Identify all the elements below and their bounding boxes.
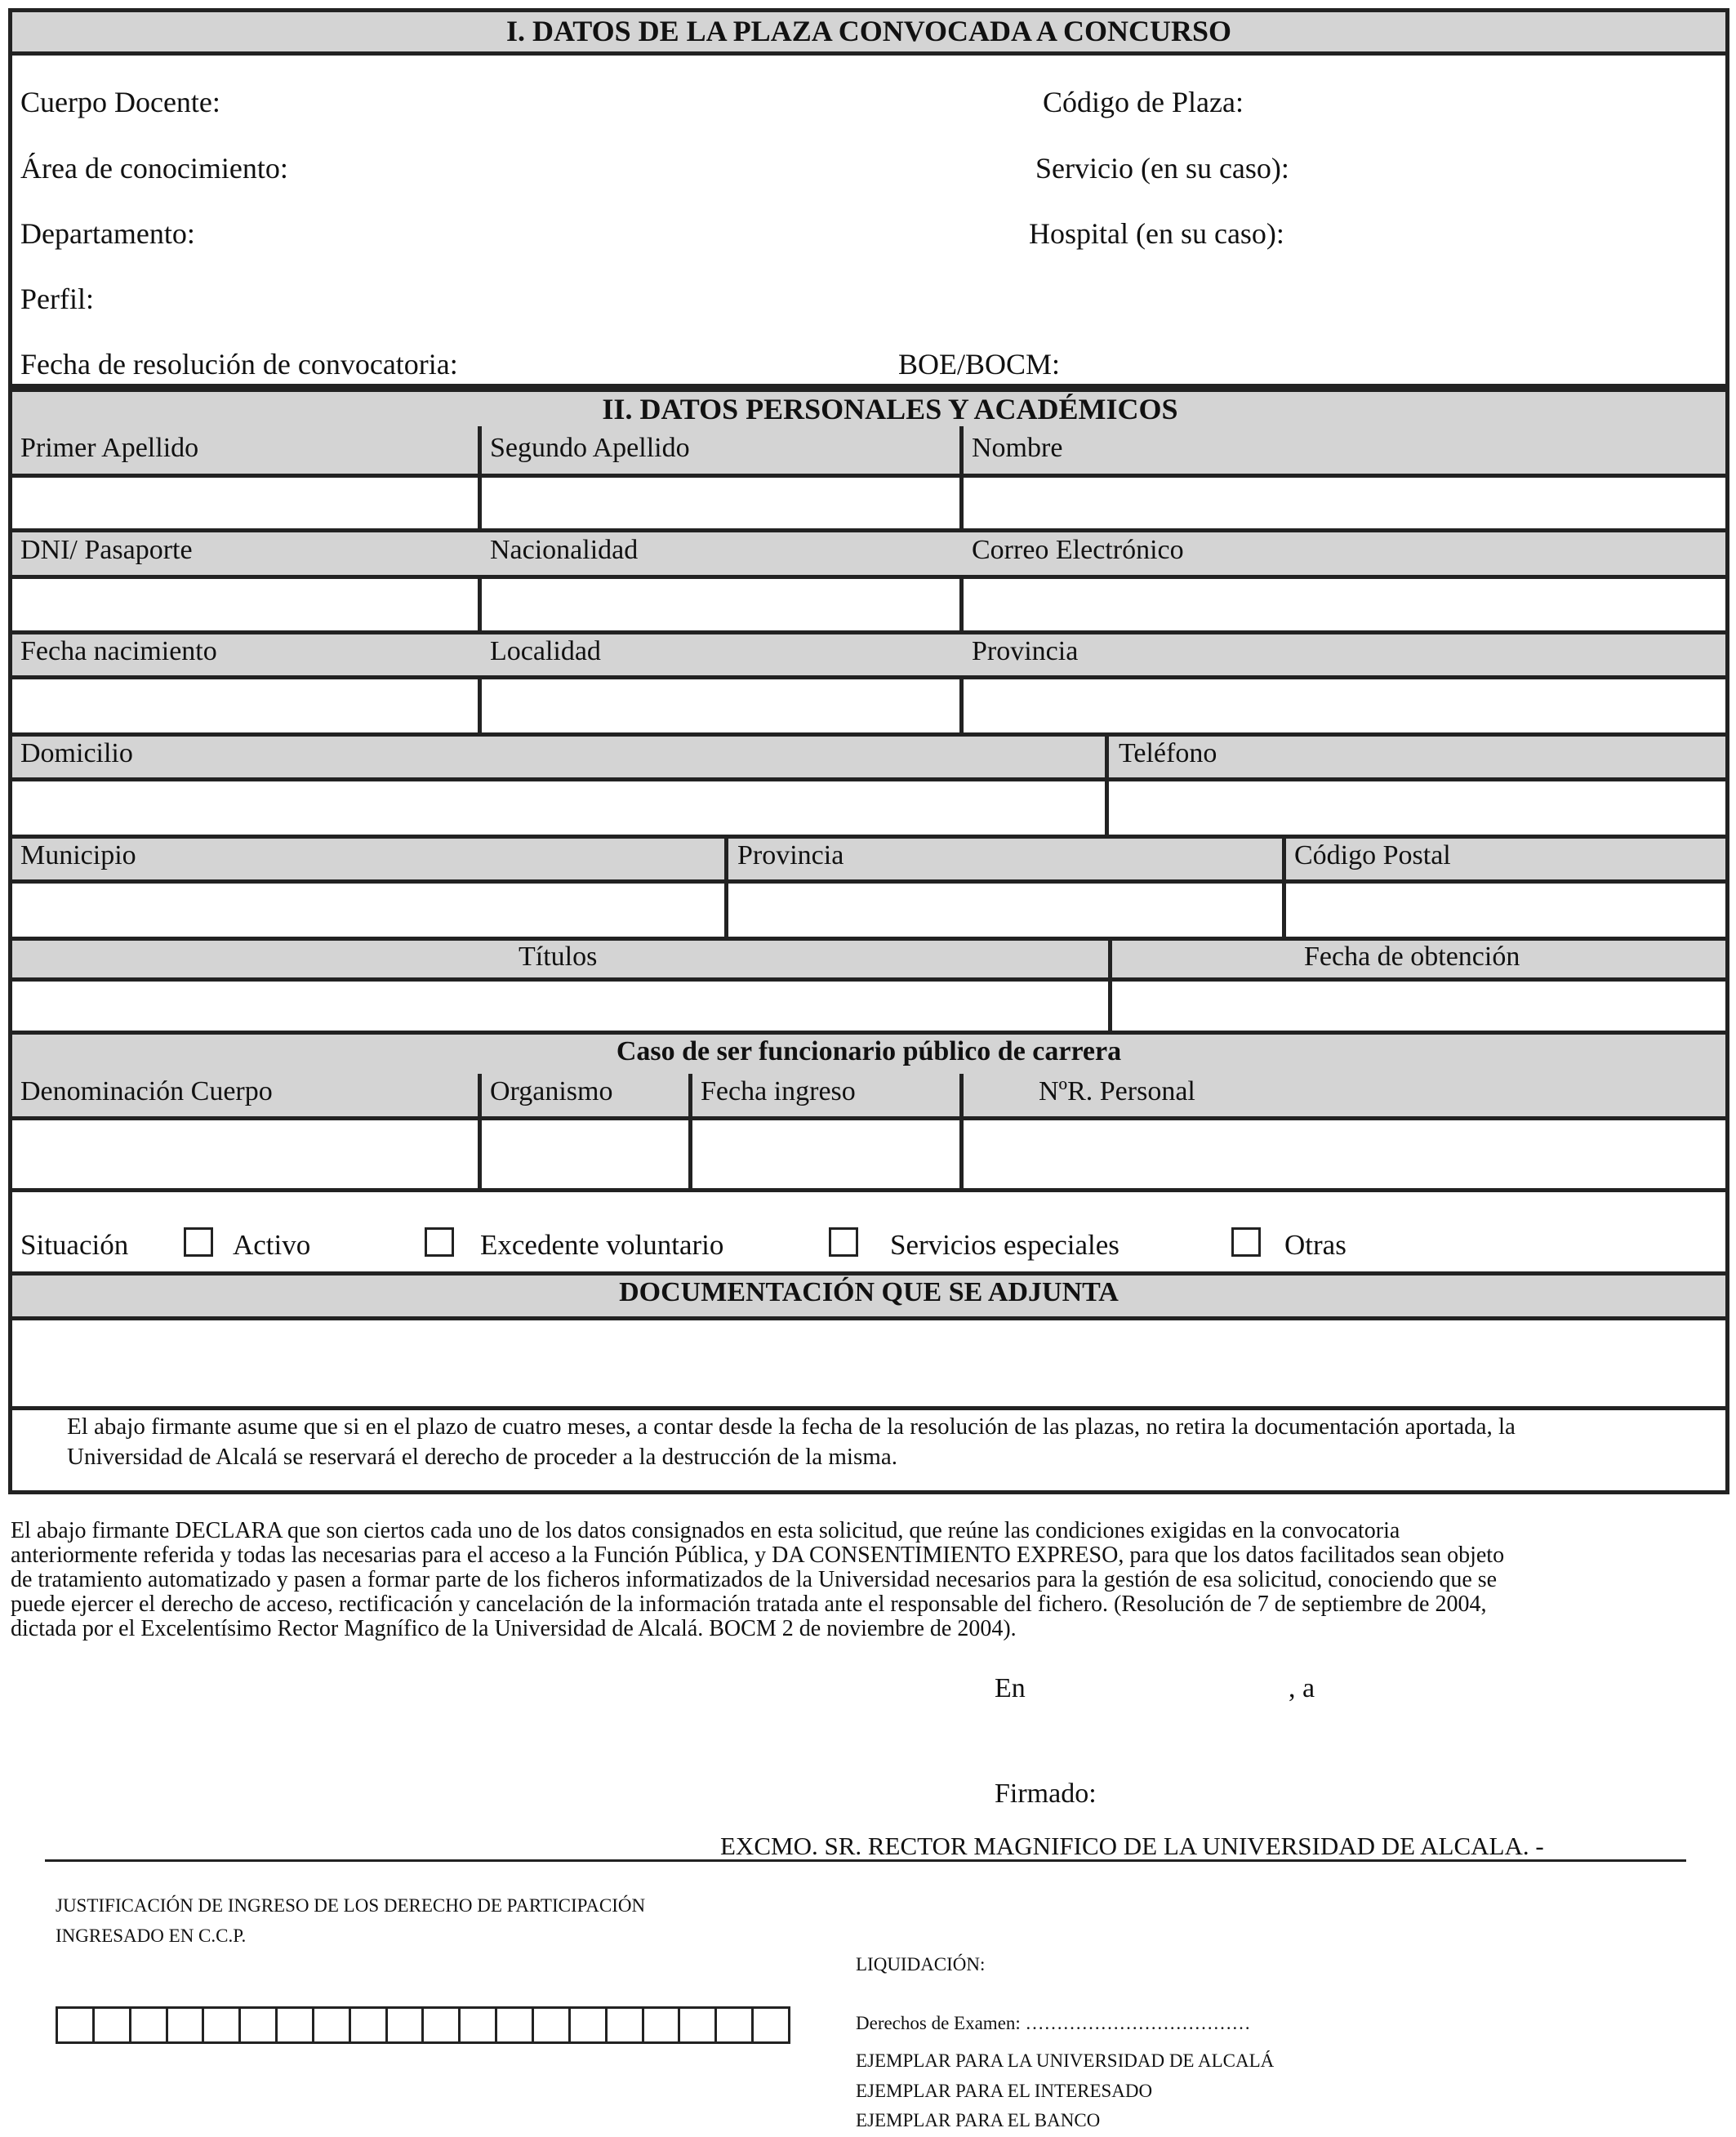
ejemplar-interesado: EJEMPLAR PARA EL INTERESADO bbox=[856, 2081, 1153, 2101]
ccp-digit-box[interactable] bbox=[204, 2009, 241, 2041]
correo-field[interactable] bbox=[964, 579, 1725, 630]
denominacion-cuerpo-label: Denominación Cuerpo bbox=[20, 1076, 273, 1106]
fecha-ingreso-field[interactable] bbox=[692, 1120, 959, 1188]
correo-label: Correo Electrónico bbox=[972, 535, 1184, 565]
ccp-digit-box[interactable] bbox=[461, 2009, 497, 2041]
rector-label: EXCMO. SR. RECTOR MAGNIFICO DE LA UNIVERSIDAD DE ALCALA. - bbox=[720, 1832, 1544, 1860]
servicios-especiales-checkbox[interactable] bbox=[829, 1227, 858, 1257]
localidad-field[interactable] bbox=[482, 679, 959, 732]
ejemplar-banco: EJEMPLAR PARA EL BANCO bbox=[856, 2110, 1101, 2130]
ccp-digit-box[interactable] bbox=[534, 2009, 571, 2041]
fecha-field[interactable] bbox=[1331, 1670, 1715, 1706]
situacion-label: Situación bbox=[20, 1229, 129, 1261]
municipio-label: Municipio bbox=[20, 840, 136, 870]
firmado-label: Firmado: bbox=[995, 1779, 1097, 1809]
area-conocimiento-label: Área de conocimiento: bbox=[20, 152, 288, 185]
excedente-label: Excedente voluntario bbox=[480, 1229, 724, 1261]
justificacion-line1: JUSTIFICACIÓN DE INGRESO DE LOS DERECHO DE PARTICIPACIÓN bbox=[56, 1895, 646, 1916]
fecha-obtencion-field[interactable] bbox=[1112, 982, 1725, 1031]
ejemplar-universidad: EJEMPLAR PARA LA UNIVERSIDAD DE ALCALÁ bbox=[856, 2050, 1275, 2071]
organismo-field[interactable] bbox=[482, 1120, 688, 1188]
codigo-plaza-label: Código de Plaza: bbox=[1043, 86, 1244, 118]
fecha-ingreso-label: Fecha ingreso bbox=[701, 1076, 856, 1106]
ccp-digit-box[interactable] bbox=[571, 2009, 608, 2041]
justificacion-line2: INGRESADO EN C.C.P. bbox=[56, 1926, 247, 1946]
titulos-label: Títulos bbox=[519, 942, 598, 972]
documentacion-title: DOCUMENTACIÓN QUE SE ADJUNTA bbox=[619, 1277, 1119, 1307]
provincia-label: Provincia bbox=[972, 636, 1079, 666]
ccp-digit-box[interactable] bbox=[608, 2009, 644, 2041]
nombre-field[interactable] bbox=[964, 478, 1725, 528]
excedente-checkbox[interactable] bbox=[425, 1227, 454, 1257]
hospital-label: Hospital (en su caso): bbox=[1029, 217, 1284, 250]
telefono-field[interactable] bbox=[1109, 781, 1725, 835]
nacionalidad-label: Nacionalidad bbox=[490, 535, 639, 565]
section-personal-title: II. DATOS PERSONALES Y ACADÉMICOS bbox=[602, 393, 1178, 425]
codigo-postal-label: Código Postal bbox=[1294, 840, 1451, 870]
dni-field[interactable] bbox=[12, 579, 478, 630]
domicilio-label: Domicilio bbox=[20, 738, 133, 768]
telefono-label: Teléfono bbox=[1119, 738, 1217, 768]
ccp-digit-box[interactable] bbox=[241, 2009, 278, 2041]
codigo-postal-field[interactable] bbox=[1286, 884, 1725, 937]
fecha-nacimiento-field[interactable] bbox=[12, 679, 478, 732]
firma-field[interactable] bbox=[1111, 1768, 1715, 1817]
servicio-label: Servicio (en su caso): bbox=[1035, 152, 1289, 185]
titulos-field[interactable] bbox=[12, 982, 1108, 1031]
ccp-digit-box[interactable] bbox=[497, 2009, 534, 2041]
section-plaza-title: I. DATOS DE LA PLAZA CONVOCADA A CONCURSO bbox=[505, 15, 1232, 47]
ccp-digit-boxes[interactable] bbox=[56, 2006, 790, 2044]
lugar-field[interactable] bbox=[1053, 1670, 1282, 1706]
activo-checkbox[interactable] bbox=[184, 1227, 213, 1257]
segundo-apellido-label: Segundo Apellido bbox=[490, 433, 690, 463]
boe-bocm-label: BOE/BOCM: bbox=[898, 348, 1061, 381]
fecha-nacimiento-label: Fecha nacimiento bbox=[20, 636, 217, 666]
fecha-resolucion-label: Fecha de resolución de convocatoria: bbox=[20, 348, 458, 381]
derechos-examen-label: Derechos de Examen: ……………………………… bbox=[856, 2013, 1251, 2033]
cuerpo-docente-label: Cuerpo Docente: bbox=[20, 86, 220, 118]
ccp-digit-box[interactable] bbox=[351, 2009, 388, 2041]
funcionario-title: Caso de ser funcionario público de carrera bbox=[616, 1036, 1122, 1066]
activo-label: Activo bbox=[233, 1229, 311, 1261]
en-label: En bbox=[995, 1673, 1026, 1703]
segundo-apellido-field[interactable] bbox=[482, 478, 959, 528]
nombre-label: Nombre bbox=[972, 433, 1063, 463]
ccp-digit-box[interactable] bbox=[388, 2009, 425, 2041]
dni-label: DNI/ Pasaporte bbox=[20, 535, 193, 565]
documentacion-field[interactable] bbox=[12, 1320, 1725, 1406]
provincia-domicilio-label: Provincia bbox=[737, 840, 844, 870]
ccp-digit-box[interactable] bbox=[424, 2009, 461, 2041]
ccp-digit-box[interactable] bbox=[95, 2009, 131, 2041]
localidad-label: Localidad bbox=[490, 636, 601, 666]
provincia-domicilio-field[interactable] bbox=[728, 884, 1282, 937]
departamento-label: Departamento: bbox=[20, 217, 195, 250]
nrp-field[interactable] bbox=[964, 1120, 1725, 1188]
denominacion-cuerpo-field[interactable] bbox=[12, 1120, 478, 1188]
domicilio-field[interactable] bbox=[12, 781, 1105, 835]
nrp-label: NºR. Personal bbox=[1039, 1076, 1195, 1106]
provincia-field[interactable] bbox=[964, 679, 1725, 732]
primer-apellido-field[interactable] bbox=[12, 478, 478, 528]
otras-label: Otras bbox=[1284, 1229, 1347, 1261]
liquidacion-label: LIQUIDACIÓN: bbox=[856, 1954, 986, 1974]
fecha-a-label: , a bbox=[1289, 1673, 1315, 1703]
ccp-digit-box[interactable] bbox=[717, 2009, 754, 2041]
nacionalidad-field[interactable] bbox=[482, 579, 959, 630]
perfil-label: Perfil: bbox=[20, 283, 94, 315]
municipio-field[interactable] bbox=[12, 884, 724, 937]
declaration-text: El abajo firmante DECLARA que son ciertos cada uno de los datos consignados en esta solicitud, que reúne las condiciones exigidas en la convocatoria anteriormente referida y todas las necesarias para el acceso a la Función Pública, y DA CONSENTIMIENTO EXPRESO, para que los datos facilitados sean objeto de tratamiento automatizado y pasen a formar parte de los ficheros informatizados de la Universidad necesarios para la gestión de esa solicitud, conociendo que se puede ejercer el derecho de acceso, rectificación y cancelación de la información tratada ante el responsable del fichero. (Resolución de 7 de septiembre de 2004, dictada por el Excelentísimo Rector Magnífico de la Universidad de Alcalá. BOCM 2 de noviembre de 2004). bbox=[11, 1518, 1505, 1641]
ccp-digit-box[interactable] bbox=[644, 2009, 681, 2041]
ccp-digit-box[interactable] bbox=[58, 2009, 95, 2041]
primer-apellido-label: Primer Apellido bbox=[20, 433, 199, 463]
ccp-digit-box[interactable] bbox=[131, 2009, 168, 2041]
servicios-especiales-label: Servicios especiales bbox=[890, 1229, 1119, 1261]
ccp-digit-box[interactable] bbox=[680, 2009, 717, 2041]
ccp-digit-box[interactable] bbox=[278, 2009, 314, 2041]
destruction-notice: El abajo firmante asume que si en el plazo de cuatro meses, a contar desde la fecha de la resolución de las plazas, no retira la documentación aportada, la Universidad de Alcalá se reservará el derecho de proceder a la destrucción de la misma. bbox=[67, 1414, 1516, 1470]
section-plaza bbox=[8, 8, 1729, 388]
fecha-obtencion-label: Fecha de obtención bbox=[1304, 942, 1520, 972]
otras-checkbox[interactable] bbox=[1231, 1227, 1261, 1257]
ccp-digit-box[interactable] bbox=[168, 2009, 205, 2041]
organismo-label: Organismo bbox=[490, 1076, 613, 1106]
ccp-digit-box[interactable] bbox=[314, 2009, 351, 2041]
ccp-digit-box[interactable] bbox=[754, 2009, 788, 2041]
